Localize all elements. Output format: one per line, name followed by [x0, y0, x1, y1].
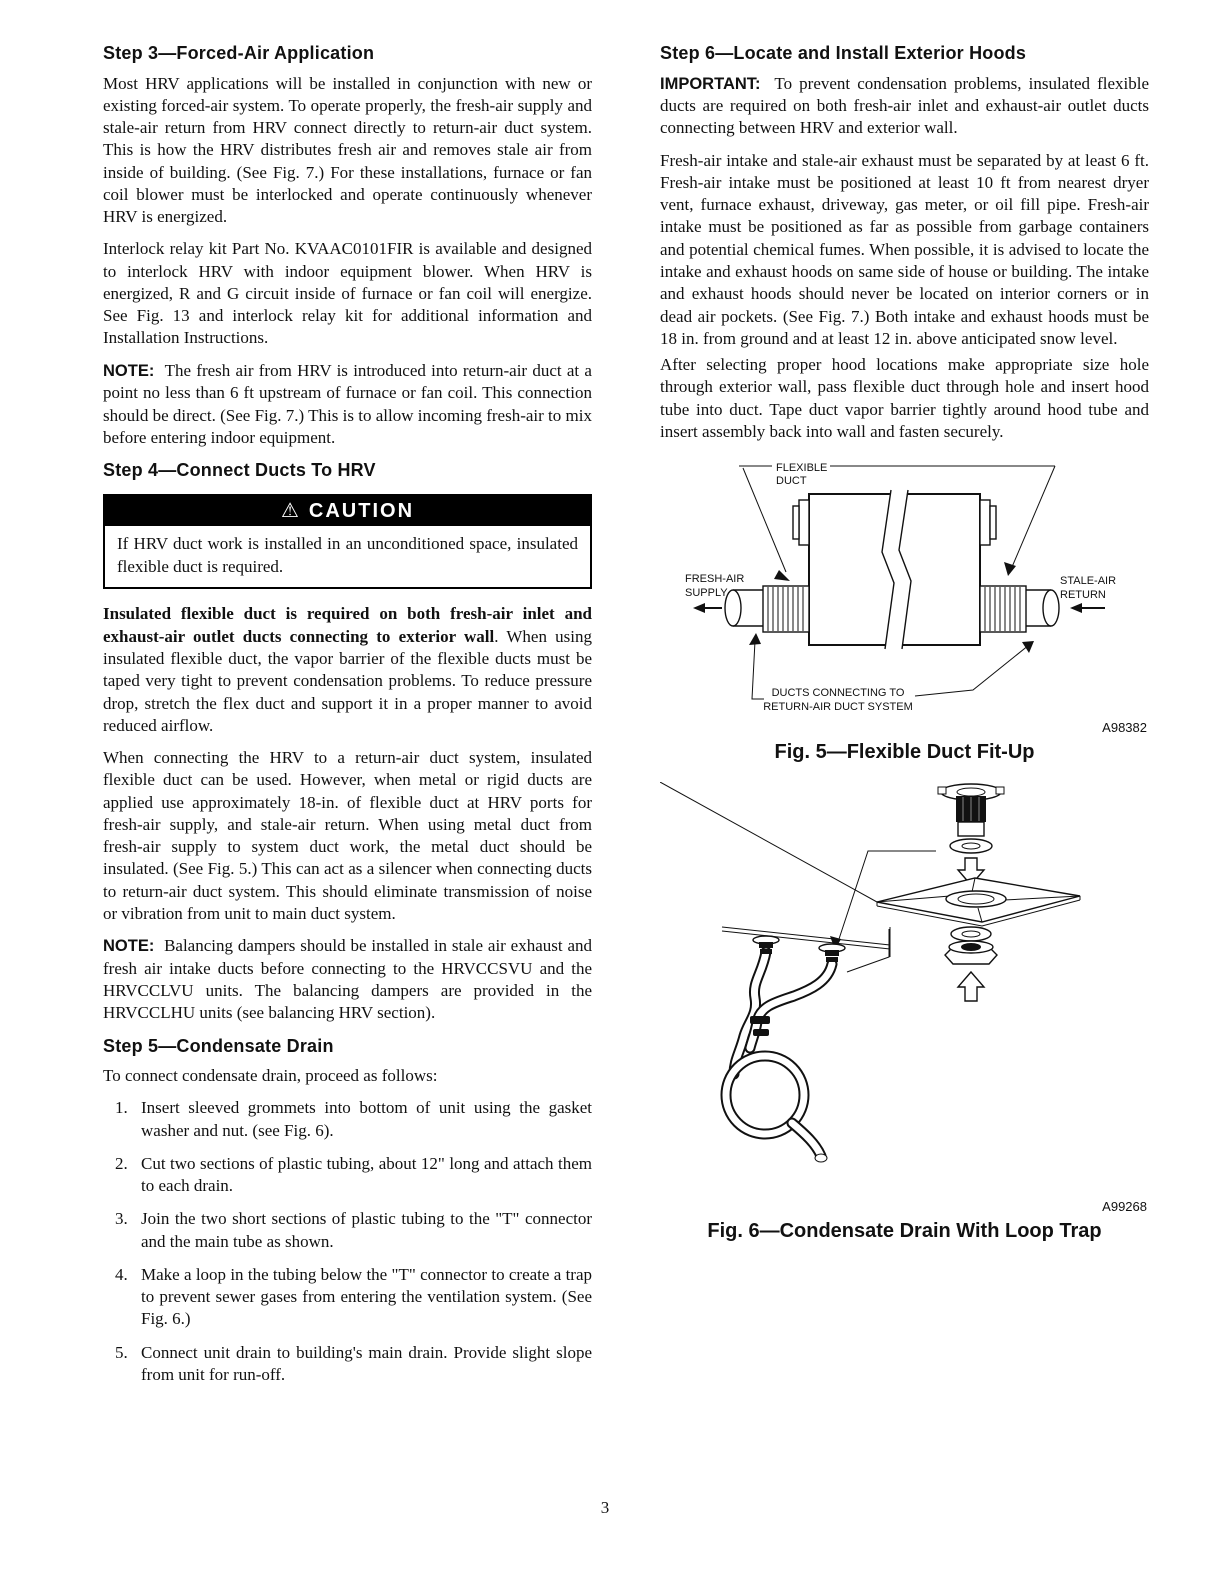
list-item [103, 1208, 592, 1253]
note-forced-air [103, 360, 592, 449]
page-number: 3 [600, 1498, 610, 1517]
step6-heading: Step 6—Locate and Install Exterior Hoods [660, 43, 1027, 63]
list-text: Cut two sections of plastic tubing, about 12" long and attach them to each drain. [141, 1153, 592, 1196]
insulated-duct-rest: . When using insulated flexible duct, the vapor barrier of the flexible ducts must be taped very tight to prevent condensation problems. To reduce pressure drop, stretch the flex duct and support it in a proper manner to avoid reduced airflow. [103, 626, 592, 735]
list-number: 4. [115, 1264, 128, 1284]
figure-6 [660, 782, 1149, 1243]
list-number: 1. [115, 1098, 128, 1118]
note-text: Balancing dampers should be installed in stale air exhaust and fresh air intake ducts before connecting to the HRVCCSVU and the HRVCCLVU units. The balancing dampers are provided in the HRVCCLHU units (see balancing HRV section). [103, 936, 593, 1023]
list-item [103, 1264, 592, 1331]
fig5-caption: Fig. 5—Flexible Duct Fit-Up [774, 741, 1035, 764]
fig6-caption: Fig. 6—Condensate Drain With Loop Trap [707, 1220, 1102, 1243]
step4-heading: Step 4—Connect Ducts To HRV [103, 460, 376, 481]
flexible-duct-diagram [660, 453, 1149, 718]
right-column [660, 36, 1149, 1261]
list-item [103, 1342, 592, 1387]
list-number: 3. [115, 1209, 128, 1229]
figure-5 [660, 453, 1149, 764]
hood-install-paragraph: After selecting proper hood locations make appropriate size hole through exterior wall, pass flexible duct through hole and insert hood tube into duct. Tape duct vapor barrier tightly around hood tube and insert assembly back into wall and fasten securely. [660, 355, 1149, 441]
note-label: NOTE: [103, 361, 155, 380]
step3-paragraph-1: Most HRV applications will be installed in conjunction with new or existing forced-air system. To operate properly, the fresh-air supply and stale-air return from HRV connect directly to return-air duct system. This is how the HRV distributes fresh air and removes stale air from inside of building. (See Fig. 7.) For these installations, furnace or fan coil blower must be interlocked and operate continuously whenever HRV is energized. [103, 73, 592, 227]
step3-heading: Step 3—Forced-Air Application [103, 43, 375, 63]
insulated-duct-paragraph [103, 603, 592, 737]
list-text: Join the two short sections of plastic tubing to the "T" connector and the main tube as shown. [141, 1209, 592, 1251]
fig5-ducts-connecting-label-line1: DUCTS CONNECTING TO [771, 687, 905, 700]
list-number: 2. [115, 1153, 128, 1173]
caution-header [105, 496, 590, 526]
list-item [103, 1153, 592, 1198]
fig5-flexible-duct-label-line1: FLEXIBLE [776, 462, 828, 475]
condensate-drain-diagram [660, 782, 1149, 1197]
metal-duct-paragraph: When connecting the HRV to a return-air duct system, insulated flexible duct can be used. However, when metal or rigid ducts are applied use approximately 18-in. of flexible duct at HRV ports for fresh-air supply, and stale-air return. When using metal duct from fresh-air supply to system duct work, the metal duct should be insulated. (See Fig. 5.) This can act as a silencer when connecting ducts to return-air duct system. This should eliminate transmission of noise or vibration from unit to main duct system. [103, 748, 592, 923]
fig5-reference-number: A98382 [1102, 720, 1147, 736]
fig5-stale-air-label-line2: RETURN [1060, 589, 1106, 602]
step3-paragraph-2: Interlock relay kit Part No. KVAAC0101FIR is available and designed to interlock HRV with indoor equipment blower. When HRV is energized, R and G circuit inside of furnace or fan coil will energize. See Fig. 13 and interlock relay kit for additional information and Installation Instructions. [103, 239, 592, 348]
fig6-reference-number: A99268 [1102, 1199, 1147, 1215]
insulated-duct-bold-lead: Insulated flexible duct is required on both fresh-air inlet and exhaust-air outlet ducts connecting to exterior wall [103, 604, 592, 646]
step5-heading: Step 5—Condensate Drain [103, 1035, 334, 1056]
list-item [103, 1097, 592, 1142]
important-text: To prevent condensation problems, insulated flexible ducts are required on both fresh-air inlet and exhaust-air outlet ducts connecting between HRV and exterior wall. [660, 73, 1150, 138]
fig5-fresh-air-label-line2: SUPPLY [685, 587, 728, 600]
warning-triangle-icon: ⚠ [280, 499, 299, 522]
note-text: The fresh air from HRV is introduced into return-air duct at a point no less than 6 ft upstream of furnace or fan coil. This connection should be direct. (See Fig. 7.) This is to allow incoming fresh-air to mix before entering indoor equipment. [103, 360, 592, 447]
fig5-fresh-air-label-line1: FRESH-AIR [685, 573, 745, 586]
hood-location-paragraph: Fresh-air intake and stale-air exhaust must be separated by at least 6 ft. Fresh-air intake must be positioned at least 10 ft from nearest dryer vent, furnace exhaust, driveway, gas meter, or oil fill pipe. Fresh-air intake must be positioned as far as possible from garbage containers and potential chemical fumes. When possible, it is advised to locate the intake and exhaust hoods on same side of house or building. The intake and exhaust hoods should never be located on interior corners or in dead air pockets. (See Fig. 7.) Both intake and exhaust hoods must be 18 in. from ground and at least 12 in. above anticipated snow level. [660, 150, 1149, 348]
step5-intro: To connect condensate drain, proceed as follows: [103, 1066, 438, 1086]
left-column [103, 36, 592, 1397]
list-number: 5. [115, 1342, 128, 1362]
fig5-ducts-connecting-label-line2: RETURN-AIR DUCT SYSTEM [763, 701, 913, 714]
note-balancing-dampers [103, 935, 592, 1024]
caution-title: CAUTION [308, 499, 415, 522]
caution-body-text: If HRV duct work is installed in an unconditioned space, insulated flexible duct is required. [117, 533, 578, 576]
fig5-flexible-duct-label-line2: DUCT [776, 475, 807, 488]
list-text: Insert sleeved grommets into bottom of unit using the gasket washer and nut. (see Fig. 6). [141, 1098, 592, 1140]
list-text: Connect unit drain to building's main drain. Provide slight slope from unit for run-off. [141, 1342, 592, 1385]
important-paragraph [660, 73, 1149, 140]
important-label: IMPORTANT: [660, 74, 761, 93]
caution-box [103, 494, 592, 590]
fig5-stale-air-label-line1: STALE-AIR [1060, 575, 1117, 588]
list-text: Make a loop in the tubing below the "T" connector to create a trap to prevent sewer gases from entering the ventilation system. (See Fig. 6.) [141, 1264, 592, 1329]
note-label: NOTE: [103, 937, 155, 956]
